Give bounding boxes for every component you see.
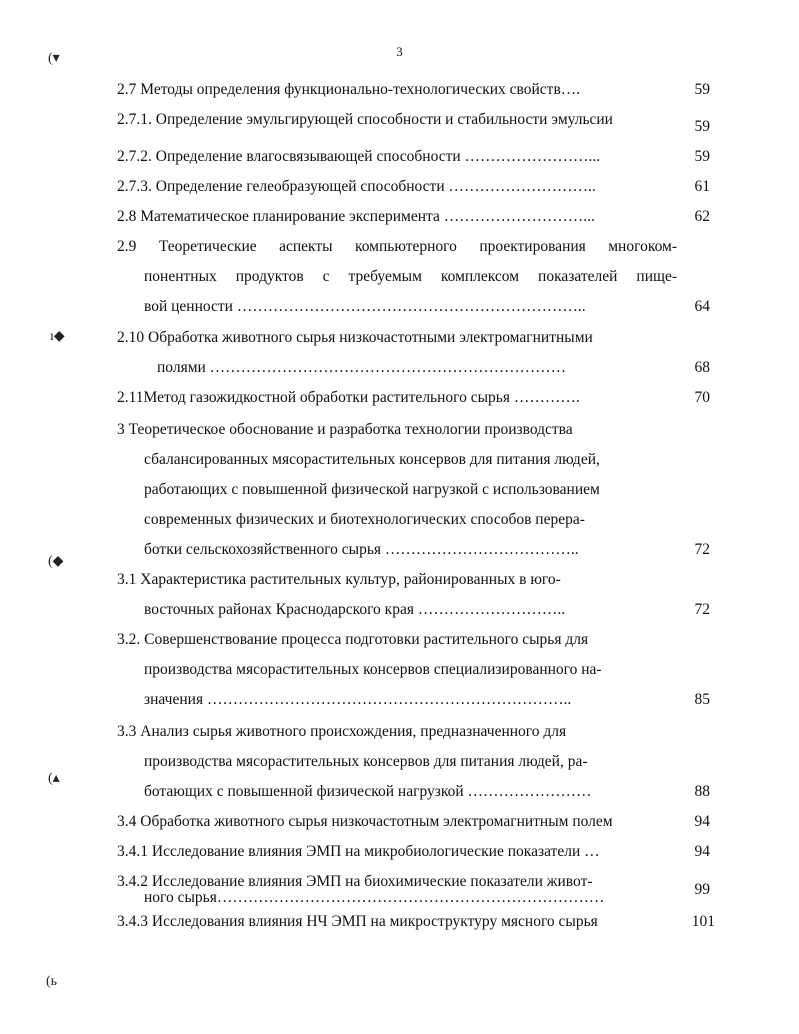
toc-entry-page: 99 [694, 881, 710, 898]
toc-entry-page: 64 [694, 298, 710, 315]
toc-entry-page: 59 [694, 148, 710, 165]
toc-entry-text: 2.7.3. Определение гелеобразующей способности ……………………….. [117, 178, 596, 195]
toc-entry-text: 3.4 Обработка животного сырья низкочастотным электромагнитным полем [117, 813, 613, 830]
toc-entry-page: 61 [694, 178, 710, 195]
toc-entry-text: 2.7.1. Определение эмульгирующей способности и стабильности эмульсии [117, 111, 613, 128]
page-number: 3 [396, 44, 403, 59]
toc-entry-text: ного сырья………………………………………………………………… [144, 889, 605, 906]
margin-mark: (◆ [48, 554, 64, 569]
toc-entry-text: 2.9 Теоретические аспекты компьютерного проектирования многоком- [117, 238, 677, 255]
toc-entry-text: 3.4.2 Исследование влияния ЭМП на биохимические показатели живот- [117, 873, 593, 890]
toc-entry-page: 72 [694, 601, 710, 618]
toc-entry-text: 3.4.1 Исследование влияния ЭМП на микробиологические показатели … [117, 843, 600, 860]
toc-entry-page: 62 [694, 208, 710, 225]
toc-entry-text: работающих с повышенной физической нагрузкой с использованием [144, 481, 600, 498]
toc-entry-text: вой ценности ………………………………………………………….. [144, 298, 586, 315]
toc-entry-text: производства мясорастительных консервов для питания людей, ра- [144, 753, 588, 770]
toc-entry-page: 88 [694, 783, 710, 800]
margin-mark: (▴ [48, 771, 60, 786]
toc-entry-text: 2.7 Методы определения функционально-технологических свойств…. [117, 81, 581, 98]
toc-entry-text: производства мясорастительных консервов специализированного на- [144, 661, 602, 678]
toc-entry-text: 3.3 Анализ сырья животного происхождения, предназначенного для [117, 723, 567, 740]
toc-entry-page: 70 [694, 389, 710, 406]
margin-mark: ı◆ [50, 329, 65, 344]
toc-entry-text: 3.2. Совершенствование процесса подготовки растительного сырья для [117, 631, 589, 648]
toc-entry-page: 68 [694, 359, 710, 376]
toc-entry-text: 3 Теоретическое обоснование и разработка технологии производства [117, 421, 573, 438]
toc-entry-text: 3.4.3 Исследования влияния НЧ ЭМП на микроструктуру мясного сырья [117, 913, 598, 930]
toc-entry-text: 2.7.2. Определение влагосвязывающей способности ……………………... [117, 148, 601, 165]
toc-entry-text: 2.10 Обработка животного сырья низкочастотными электромагнитными [117, 329, 593, 346]
margin-mark: (ь [46, 974, 58, 989]
toc-entry-text: значения …………………………………………………………….. [144, 691, 572, 708]
toc-entry-page: 59 [694, 118, 710, 135]
toc-entry-page: 101 [691, 913, 715, 930]
toc-entry-text: ботающих с повышенной физической нагрузкой …………………… [144, 783, 592, 800]
toc-entry-page: 94 [694, 843, 710, 860]
toc-entry-text: сбалансированных мясорастительных консервов для питания людей, [144, 451, 600, 468]
margin-mark: (▾ [48, 51, 60, 66]
toc-entry-text: восточных районах Краснодарского края ……………………….. [144, 601, 566, 618]
toc-entry-text: ботки сельскохозяйственного сырья ……………………………….. [144, 541, 579, 558]
toc-entry-page: 59 [694, 81, 710, 98]
toc-entry-text: современных физических и биотехнологических способов перера- [144, 511, 585, 528]
toc-entry-text: полями …………………………………………………………… [157, 359, 567, 376]
toc-entry-page: 85 [694, 691, 710, 708]
toc-entry-page: 72 [694, 541, 710, 558]
toc-entry-text: 3.1 Характеристика растительных культур, районированных в юго- [117, 571, 561, 588]
toc-entry-text: понентных продуктов с требуемым комплексом показателей пище- [144, 268, 677, 285]
toc-entry-page: 94 [694, 813, 710, 830]
toc-entry-text: 2.8 Математическое планирование эксперимента ………………………... [117, 208, 595, 225]
toc-entry-text: 2.11Метод газожидкостной обработки растительного сырья …………. [117, 389, 580, 406]
